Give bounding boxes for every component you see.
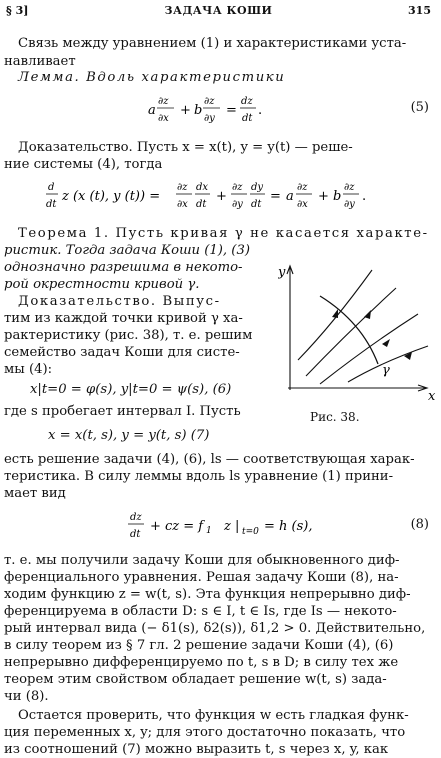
- svg-text:dy: dy: [251, 182, 264, 193]
- text-line: ходим функцию z = w(t, s). Эта функция непрерывно диф-: [4, 587, 411, 602]
- equation-number: (5): [410, 100, 429, 115]
- svg-text:z |: z |: [224, 519, 240, 534]
- svg-text:∂z: ∂z: [158, 96, 169, 107]
- svg-text:dz: dz: [130, 512, 142, 523]
- svg-text:∂x: ∂x: [297, 199, 308, 210]
- svg-text:∂x: ∂x: [177, 199, 188, 210]
- svg-text:dt: dt: [196, 199, 207, 210]
- svg-text:∂y: ∂y: [344, 199, 355, 210]
- gamma-label: γ: [382, 363, 390, 378]
- svg-text:+ cz = f: + cz = f: [150, 519, 204, 534]
- equation-5: [148, 90, 308, 130]
- text-line: Связь между уравнением (1) и характеристиками уста-: [18, 36, 407, 51]
- text-line: навливает: [4, 54, 76, 69]
- svg-text:b: b: [333, 189, 342, 204]
- svg-text:.: .: [258, 103, 263, 118]
- text-line: ние системы (4), тогда: [4, 157, 163, 172]
- svg-text:dt: dt: [242, 113, 253, 124]
- equation-derivative: [46, 176, 436, 218]
- text-line: мает вид: [4, 486, 66, 501]
- characteristic-curve: [320, 314, 418, 384]
- figure-caption: Рис. 38.: [310, 410, 360, 424]
- text-line: мы (4):: [4, 362, 53, 377]
- theorem-line: рой окрестности кривой γ.: [4, 277, 200, 292]
- svg-text:+: +: [180, 103, 191, 118]
- text-line: теорем этим свойством обладает решение w(t, s) зада-: [4, 672, 387, 687]
- svg-text:=: =: [226, 103, 237, 118]
- svg-text:∂z: ∂z: [177, 182, 188, 193]
- svg-text:=: =: [270, 189, 281, 204]
- svg-text:dt: dt: [251, 199, 262, 210]
- figure-38: [278, 262, 436, 412]
- svg-text:a: a: [148, 103, 156, 118]
- svg-text:∂y: ∂y: [204, 113, 215, 124]
- running-title: ЗАДАЧА КОШИ: [164, 4, 273, 17]
- text-line: рый интервал вида (− δ1(s), δ2(s)), δ1,2 > 0. Действительно,: [4, 621, 426, 636]
- svg-text:d: d: [48, 182, 55, 193]
- text-line: тим из каждой точки кривой γ ха-: [4, 311, 243, 326]
- equation-6: x|t=0 = φ(s), y|t=0 = ψ(s), (6): [30, 382, 232, 397]
- svg-text:b: b: [194, 103, 203, 118]
- axis-x-label: x: [428, 389, 436, 404]
- text-line: т. е. мы получили задачу Коши для обыкновенного диф-: [4, 553, 400, 568]
- theorem-line: Теорема 1. Пусть кривая γ не касается характе-: [18, 226, 429, 241]
- text-line: Остается проверить, что функция w есть гладкая функ-: [18, 708, 409, 723]
- svg-text:= h (s),: = h (s),: [264, 519, 313, 534]
- svg-text:∂z: ∂z: [297, 182, 308, 193]
- page-number: 315: [408, 4, 431, 17]
- svg-text:a: a: [286, 189, 294, 204]
- svg-text:∂z: ∂z: [344, 182, 355, 193]
- svg-text:dx: dx: [196, 182, 209, 193]
- equation-number: (8): [410, 517, 429, 532]
- svg-text:∂z: ∂z: [232, 182, 243, 193]
- axis-y-label: y: [278, 265, 286, 280]
- text-line: в силу теорем из § 7 гл. 2 решение задачи Коши (4), (6): [4, 638, 394, 653]
- svg-text:.: .: [362, 189, 367, 204]
- theorem-line: ристик. Тогда задача Коши (1), (3): [4, 243, 250, 258]
- text-line: семейство задач Коши для систе-: [4, 345, 240, 360]
- svg-text:dt: dt: [130, 529, 141, 540]
- svg-text:∂y: ∂y: [232, 199, 243, 210]
- lemma-heading: Лемма. Вдоль характеристики: [18, 70, 286, 85]
- svg-text:dz: dz: [241, 96, 253, 107]
- text-line: ференциального уравнения. Решая задачу Коши (8), на-: [4, 570, 399, 585]
- theorem-line: однозначно разрешима в некото-: [4, 260, 243, 275]
- text-line: ция переменных x, y; для этого достаточно показать, что: [4, 725, 406, 740]
- text-line: из соотношений (7) можно выразить t, s через x, y, как: [4, 742, 389, 757]
- text-line: есть решение задачи (4), (6), ls — соответствующая харак-: [4, 452, 415, 467]
- svg-text:z (x (t), y (t)) =: z (x (t), y (t)) =: [62, 189, 161, 204]
- text-line: чи (8).: [4, 689, 49, 704]
- equation-7: x = x(t, s), y = y(t, s) (7): [48, 428, 210, 443]
- text-line: ференцируема в области D: s ∈ I, t ∈ Is, где Is — некото-: [4, 604, 397, 619]
- running-header: [6, 4, 431, 20]
- text-line: теристика. В силу леммы вдоль ls уравнение (1) прини-: [4, 469, 394, 484]
- gamma-curve: [320, 296, 378, 364]
- svg-text:+: +: [318, 189, 329, 204]
- text-line: где s пробегает интервал I. Пусть: [4, 404, 241, 419]
- text-line: непрерывно дифференцируемо по t, s в D; в силу тех же: [4, 655, 399, 670]
- section-mark: § 3]: [6, 4, 29, 17]
- svg-text:∂z: ∂z: [204, 96, 215, 107]
- svg-text:t=0: t=0: [242, 527, 259, 537]
- text-line: Доказательство. Выпус-: [18, 294, 221, 309]
- svg-text:dt: dt: [46, 199, 57, 210]
- svg-text:∂x: ∂x: [158, 113, 169, 124]
- svg-text:+: +: [216, 189, 227, 204]
- text-line: рактеристику (рис. 38), т. е. решим: [4, 328, 253, 343]
- equation-8: [128, 506, 358, 546]
- text-line: Доказательство. Пусть x = x(t), y = y(t) — реше-: [18, 140, 353, 155]
- svg-text:1: 1: [206, 526, 212, 536]
